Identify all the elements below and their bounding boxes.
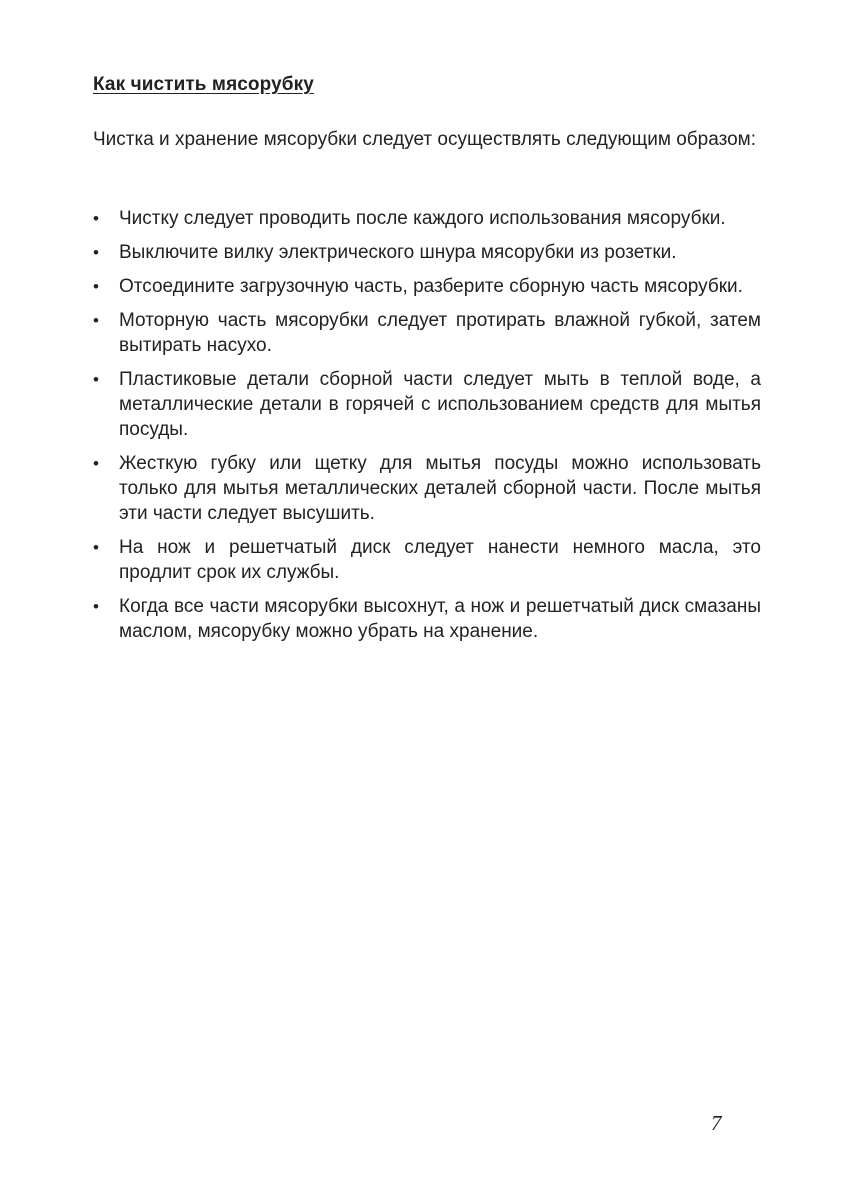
list-item: [93, 451, 761, 526]
bullet-icon: •: [93, 311, 99, 330]
bullet-icon: •: [93, 277, 99, 296]
bullet-icon: •: [93, 209, 99, 228]
bullet-icon: •: [93, 243, 99, 262]
list-item: [93, 206, 761, 231]
bullet-icon: •: [93, 597, 99, 616]
list-item: [93, 240, 761, 265]
list-item-text: Жесткую губку или щетку для мытья посуды можно использовать только для мытья металлических деталей сборной части. После мытья эти части следует высушить.: [119, 453, 761, 524]
list-item-text: Выключите вилку электрического шнура мясорубки из розетки.: [119, 242, 677, 263]
list-item-text: Пластиковые детали сборной части следует мыть в теплой воде, а металлические детали в горячей с использованием средств для мытья посуды.: [119, 369, 761, 440]
intro-paragraph: Чистка и хранение мясорубки следует осуществлять следующим образом:: [93, 129, 757, 150]
list-item-text: Моторную часть мясорубки следует протирать влажной губкой, затем вытирать насухо.: [119, 310, 761, 356]
instruction-list: [93, 206, 761, 653]
list-item: [93, 274, 761, 299]
list-item-text: На нож и решетчатый диск следует нанести немного масла, это продлит срок их службы.: [119, 537, 761, 583]
section-heading: Как чистить мясорубку: [93, 74, 314, 95]
list-item: [93, 594, 761, 644]
list-item: [93, 367, 761, 442]
bullet-icon: •: [93, 538, 99, 557]
list-item-text: Чистку следует проводить после каждого использования мясорубки.: [119, 208, 726, 229]
page-number: 7: [711, 1111, 722, 1135]
list-item: [93, 535, 761, 585]
list-item-text: Отсоедините загрузочную часть, разберите сборную часть мясорубки.: [119, 276, 743, 297]
list-item-text: Когда все части мясорубки высохнут, а нож и решетчатый диск смазаны маслом, мясорубку можно убрать на хранение.: [119, 596, 761, 642]
list-item: [93, 308, 761, 358]
bullet-icon: •: [93, 454, 99, 473]
bullet-icon: •: [93, 370, 99, 389]
